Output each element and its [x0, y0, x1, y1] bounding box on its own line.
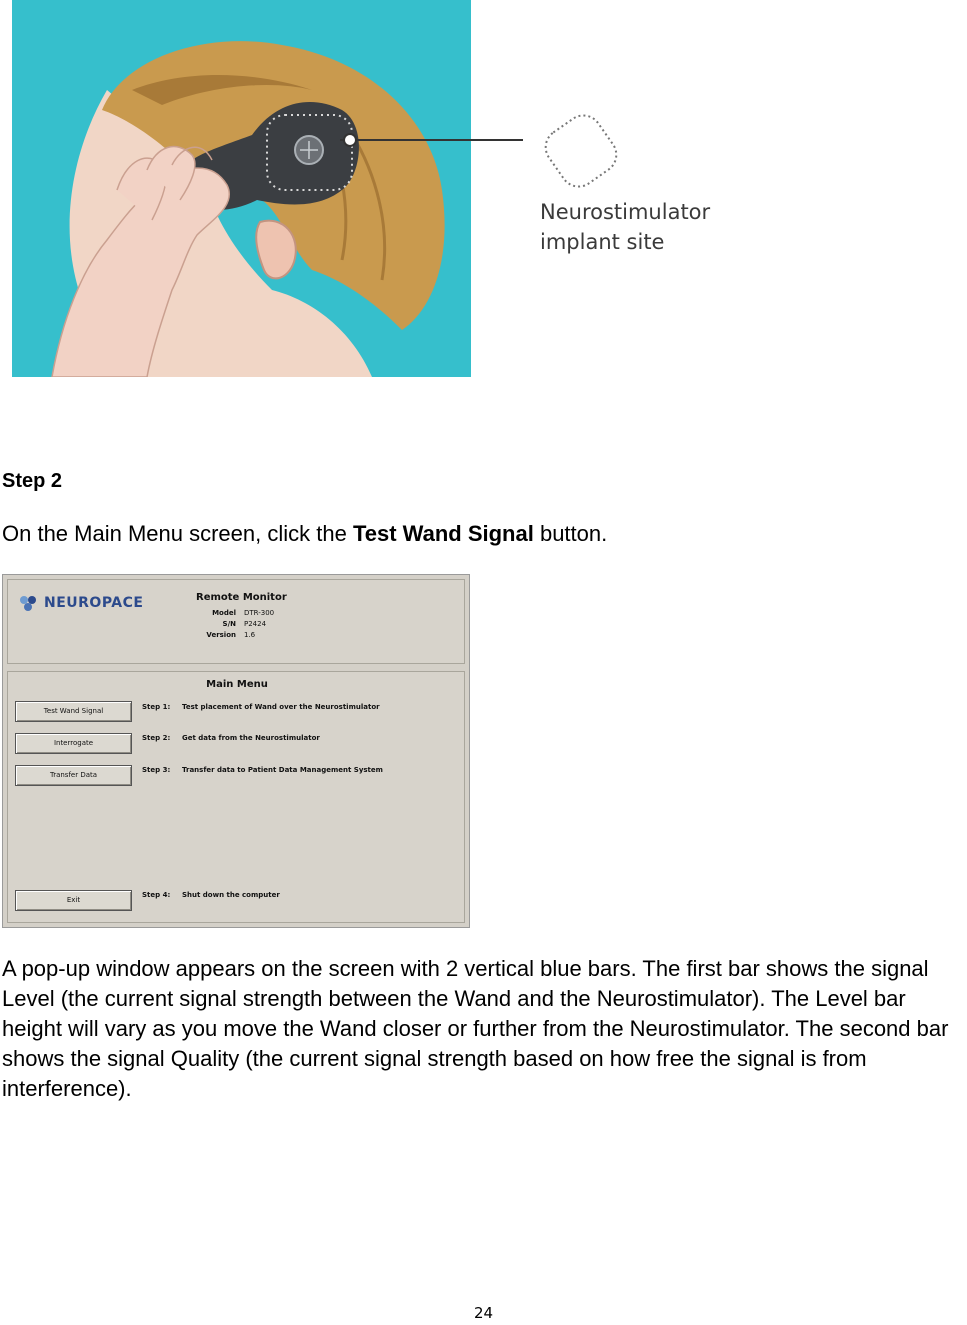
implant-site-label [540, 197, 770, 257]
app-title: Remote Monitor [196, 592, 287, 603]
callout-line-2: implant site [540, 230, 665, 254]
step-2-description: Get data from the Neurostimulator [182, 734, 320, 742]
info-key: Version [206, 631, 236, 639]
implant-outline-icon [533, 110, 633, 195]
head-with-wand-drawing [12, 0, 471, 377]
instruction-prefix: On the Main Menu screen, click the [2, 521, 353, 546]
app-header [7, 579, 465, 664]
transfer-data-button[interactable]: Transfer Data [15, 765, 132, 786]
main-menu-panel [7, 671, 465, 923]
instruction-bold: Test Wand Signal [352, 521, 534, 546]
menu-title: Main Menu [206, 679, 268, 690]
step-1-label: Step 1: [142, 703, 171, 711]
interrogate-button[interactable]: Interrogate [15, 733, 132, 754]
step-1-description: Test placement of Wand over the Neurostimulator [182, 703, 380, 711]
description-paragraph: A pop-up window appears on the screen with 2 vertical blue bars. The first bar shows the signal Level (the current signal strength between the Wand and the Neurostimulator). The Level bar height will vary as you move the Wand closer or further from the Neurostimulator. The second bar shows the signal Quality (the current signal strength based on how free the signal is from interference). [2, 956, 949, 1101]
instruction-suffix: button. [533, 521, 608, 546]
step-4-description: Shut down the computer [182, 891, 280, 899]
info-key: S/N [222, 620, 236, 628]
remote-monitor-screenshot [2, 574, 470, 928]
logo-text: NEUROPACE [44, 595, 144, 611]
page-number: 24 [473, 1304, 494, 1322]
info-value: P2424 [244, 620, 267, 628]
neuropace-logo [18, 594, 143, 612]
step-3-label: Step 3: [142, 766, 171, 774]
info-key: Model [212, 609, 236, 617]
neuropace-logo-icon [18, 594, 40, 612]
step-2-label: Step 2: [142, 734, 171, 742]
step-heading: Step 2 [2, 470, 63, 492]
test-wand-signal-button[interactable]: Test Wand Signal [15, 701, 132, 722]
info-value: 1.6 [244, 631, 256, 639]
step-instruction [2, 521, 607, 547]
wand-placement-illustration [12, 0, 471, 377]
callout-line-1: Neurostimulator [540, 200, 711, 224]
exit-button[interactable]: Exit [15, 890, 132, 911]
info-value: DTR-300 [244, 609, 275, 617]
step-3-description: Transfer data to Patient Data Management System [182, 766, 383, 774]
step-4-label: Step 4: [142, 891, 171, 899]
pointer-arrow-icon [340, 100, 530, 150]
